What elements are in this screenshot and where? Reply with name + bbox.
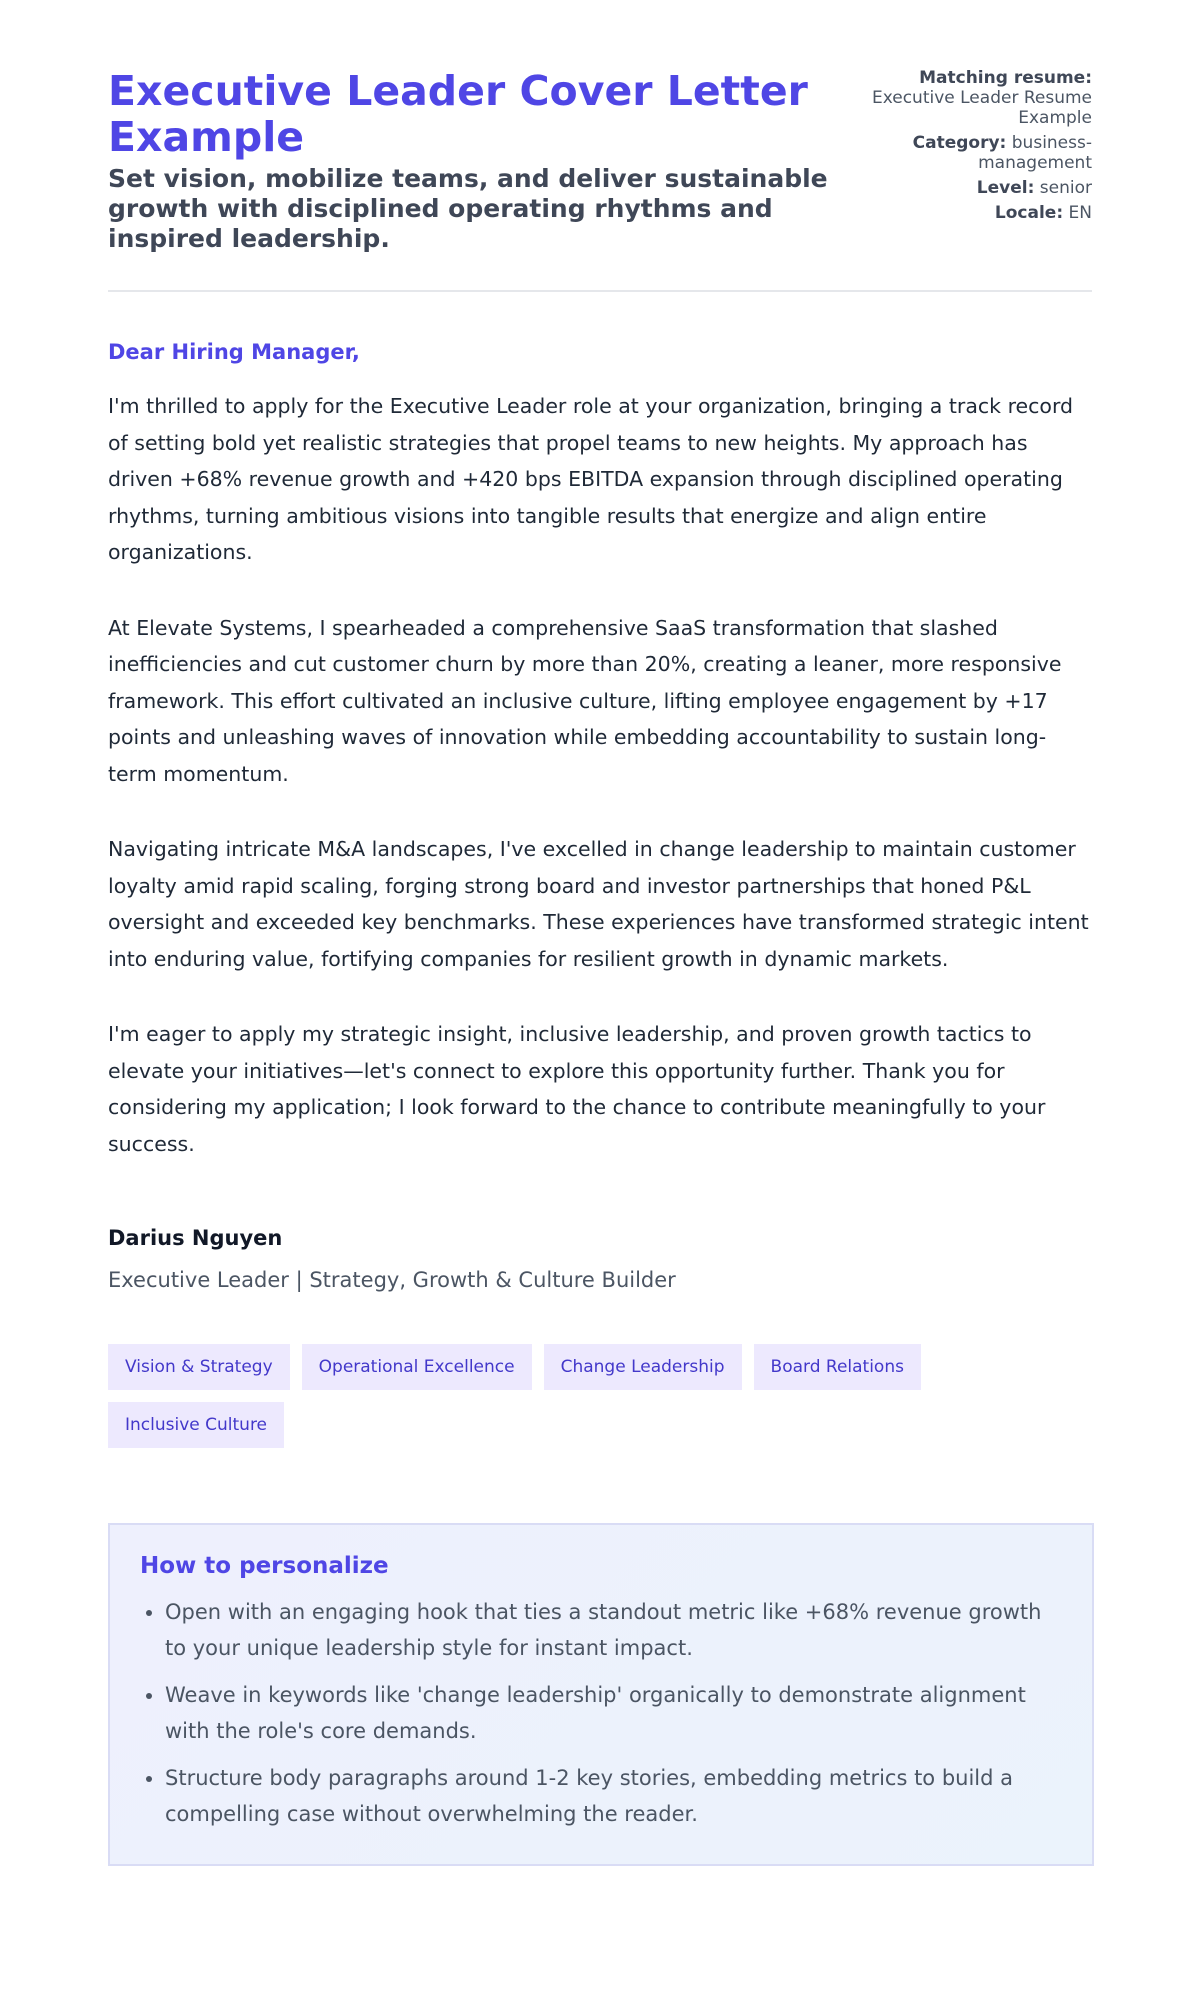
page-title: Executive Leader Cover Letter Example [108,67,808,161]
page-subtitle: Set vision, mobilize teams, and deliver sustainable growth with disciplined operating rhythms and inspired leadership. [108,164,828,253]
meta-category-label: Category: [912,133,1007,153]
skill-tag: Inclusive Culture [108,1402,284,1448]
meta-locale [856,203,1092,223]
meta-category [856,133,1092,173]
header-titles [108,68,856,254]
meta-level-label: Level: [976,178,1035,198]
tips-list [140,1595,1062,1832]
meta-panel [856,68,1092,228]
meta-level [856,178,1092,198]
letter-paragraph: At Elevate Systems, I spearheaded a comprehensive SaaS transformation that slashed inefficiencies and cut customer churn by more than 20%, creating a leaner, more responsive framework. This effort cultivated an inclusive culture, lifting employee engagement by +17 points and unleashing waves of innovation while embedding accountability to sustain long-term momentum. [108,615,1062,786]
tips-title: How to personalize [140,1553,389,1579]
letter-paragraph: I'm thrilled to apply for the Executive Leader role at your organization, bringing a track record of setting bold yet realistic strategies that propel teams to new heights. My approach has driven +68% revenue growth and +420 bps EBITDA expansion through disciplined operating rhythms, turning ambitious visions into tangible results that energize and align entire organizations. [108,394,1074,564]
meta-level-value: senior [1039,178,1092,198]
signature-title: Executive Leader | Strategy, Growth & Culture Builder [108,1268,676,1292]
skill-tag: Operational Excellence [302,1344,532,1390]
signature-name: Darius Nguyen [108,1226,283,1250]
skill-tags [108,1344,1098,1460]
letter-paragraph: Navigating intricate M&A landscapes, I've excelled in change leadership to maintain customer loyalty amid rapid scaling, forging strong board and investor partnerships that honed P&L oversight and exceeded key benchmarks. These experiences have transformed strategic intent into enduring value, fortifying companies for resilient growth in dynamic markets. [108,837,1089,971]
skill-tag: Board Relations [754,1344,921,1390]
page-header [108,68,1092,292]
letter-body [108,388,1092,1162]
meta-locale-label: Locale: [994,203,1064,223]
skill-tag: Vision & Strategy [108,1344,290,1390]
meta-locale-value: EN [1068,203,1092,223]
meta-matching-resume-value: Executive Leader Resume Example [871,88,1092,128]
tip-item: • Open with an engaging hook that ties a standout metric like +68% revenue growth to your unique leadership style for instant impact. [165,1595,1062,1666]
tip-item: • Structure body paragraphs around 1-2 key stories, embedding metrics to build a compelling case without overwhelming the reader. [165,1761,1062,1832]
tip-item: • Weave in keywords like 'change leadership' organically to demonstrate alignment with the role's core demands. [165,1678,1062,1749]
letter-paragraph: I'm eager to apply my strategic insight, inclusive leadership, and proven growth tactics to elevate your initiatives—let's connect to explore this opportunity further. Thank you for considering my application; I look forward to the chance to contribute meaningfully to your success. [108,1022,1046,1156]
personalize-tips-box [108,1523,1094,1866]
meta-matching-resume [856,68,1092,128]
meta-matching-resume-label: Matching resume: [919,68,1092,88]
skill-tag: Change Leadership [544,1344,742,1390]
meta-category-value: business-management [978,133,1092,173]
letter-salutation: Dear Hiring Manager, [108,340,360,364]
